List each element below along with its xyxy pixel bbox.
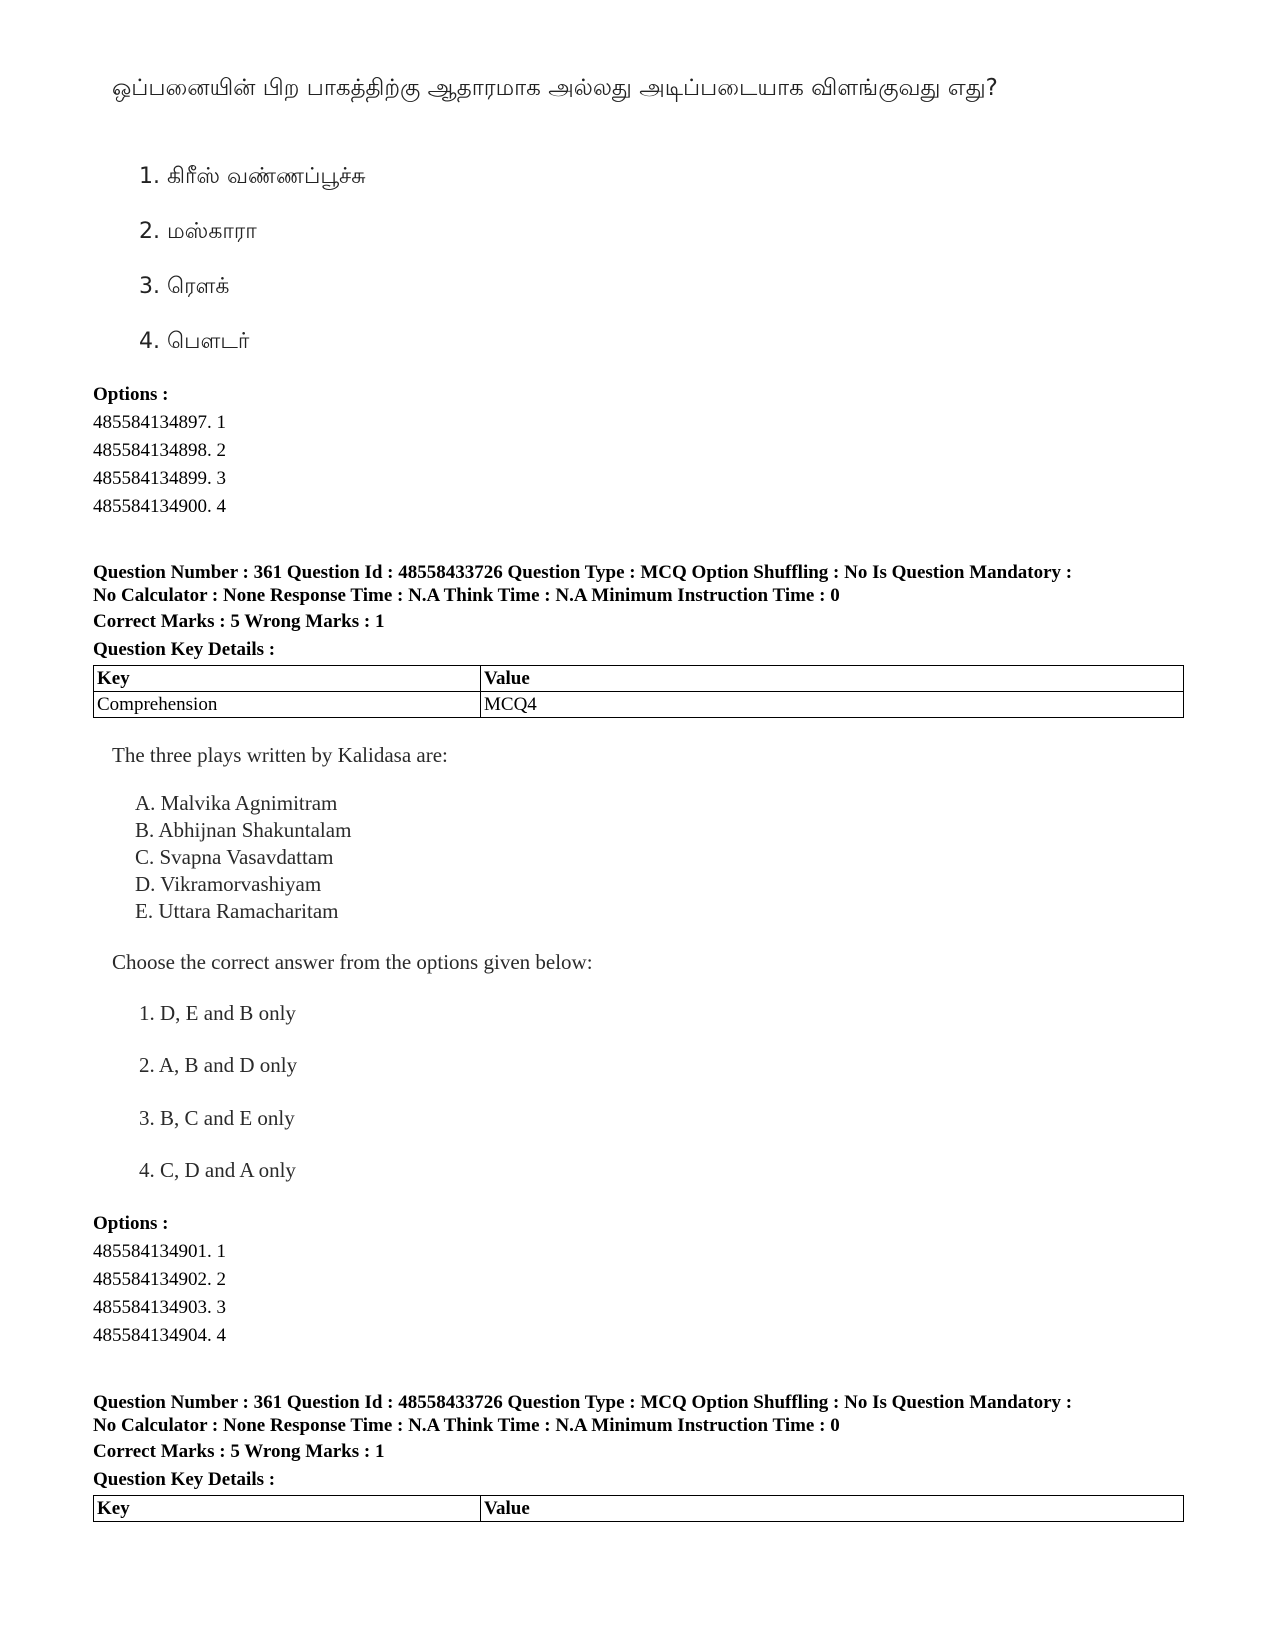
marks-line: Correct Marks : 5 Wrong Marks : 1 bbox=[93, 611, 385, 632]
marks-line: Correct Marks : 5 Wrong Marks : 1 bbox=[93, 1441, 385, 1462]
question-text: The three plays written by Kalidasa are: bbox=[112, 743, 448, 767]
question-header bbox=[93, 1391, 1183, 1437]
option-id: 485584134898. 2 bbox=[93, 440, 226, 461]
table-header-value: Value bbox=[481, 1496, 1184, 1522]
choice-1: 1. D, E and B only bbox=[139, 1001, 296, 1025]
question-header-line2: No Calculator : None Response Time : N.A Think Time : N.A Minimum Instruction Time : 0 bbox=[93, 1415, 840, 1436]
option-id: 485584134904. 4 bbox=[93, 1325, 226, 1346]
table-header-row bbox=[94, 666, 1184, 692]
option-id: 485584134900. 4 bbox=[93, 496, 226, 517]
question-header-line1: Question Number : 361 Question Id : 48558433726 Question Type : MCQ Option Shuffling : No Is Question Mandatory : bbox=[93, 1392, 1073, 1413]
instruction-text: Choose the correct answer from the options given below: bbox=[112, 950, 593, 974]
option-id: 485584134897. 1 bbox=[93, 412, 226, 433]
choice-2: 2. மஸ்காரா bbox=[139, 219, 257, 244]
list-item: C. Svapna Vasavdattam bbox=[135, 845, 334, 869]
option-id: 485584134902. 2 bbox=[93, 1269, 226, 1290]
options-label: Options : bbox=[93, 384, 169, 405]
choice-4: 4. C, D and A only bbox=[139, 1158, 296, 1182]
list-item: A. Malvika Agnimitram bbox=[135, 791, 338, 815]
option-id: 485584134899. 3 bbox=[93, 468, 226, 489]
list-item: B. Abhijnan Shakuntalam bbox=[135, 818, 352, 842]
table-header-key: Key bbox=[94, 1496, 481, 1522]
choice-1: 1. கிரீஸ் வண்ணப்பூச்சு bbox=[139, 164, 366, 189]
table-cell-key: Comprehension bbox=[94, 692, 481, 718]
table-cell-value: MCQ4 bbox=[481, 692, 1184, 718]
options-label: Options : bbox=[93, 1213, 169, 1234]
choice-3: 3. ரௌக் bbox=[139, 274, 230, 299]
key-details-table bbox=[93, 665, 1184, 718]
key-details-label: Question Key Details : bbox=[93, 1469, 276, 1490]
key-details-table bbox=[93, 1495, 1184, 1522]
table-row bbox=[94, 692, 1184, 718]
choice-4: 4. பௌடர் bbox=[139, 329, 250, 354]
question-header-line1: Question Number : 361 Question Id : 48558433726 Question Type : MCQ Option Shuffling : No Is Question Mandatory : bbox=[93, 562, 1073, 583]
option-id: 485584134901. 1 bbox=[93, 1241, 226, 1262]
list-item: D. Vikramorvashiyam bbox=[135, 872, 322, 896]
table-header-key: Key bbox=[94, 666, 481, 692]
choice-2: 2. A, B and D only bbox=[139, 1053, 298, 1077]
question-header-line2: No Calculator : None Response Time : N.A Think Time : N.A Minimum Instruction Time : 0 bbox=[93, 585, 840, 606]
table-header-value: Value bbox=[481, 666, 1184, 692]
list-item: E. Uttara Ramacharitam bbox=[135, 899, 339, 923]
table-header-row bbox=[94, 1496, 1184, 1522]
choice-3: 3. B, C and E only bbox=[139, 1106, 295, 1130]
question-text-tamil: ஒப்பனையின் பிற பாகத்திற்கு ஆதாரமாக அல்லது அடிப்படையாக விளங்குவது எது? bbox=[112, 75, 998, 101]
option-id: 485584134903. 3 bbox=[93, 1297, 226, 1318]
question-header bbox=[93, 561, 1183, 607]
key-details-label: Question Key Details : bbox=[93, 639, 276, 660]
